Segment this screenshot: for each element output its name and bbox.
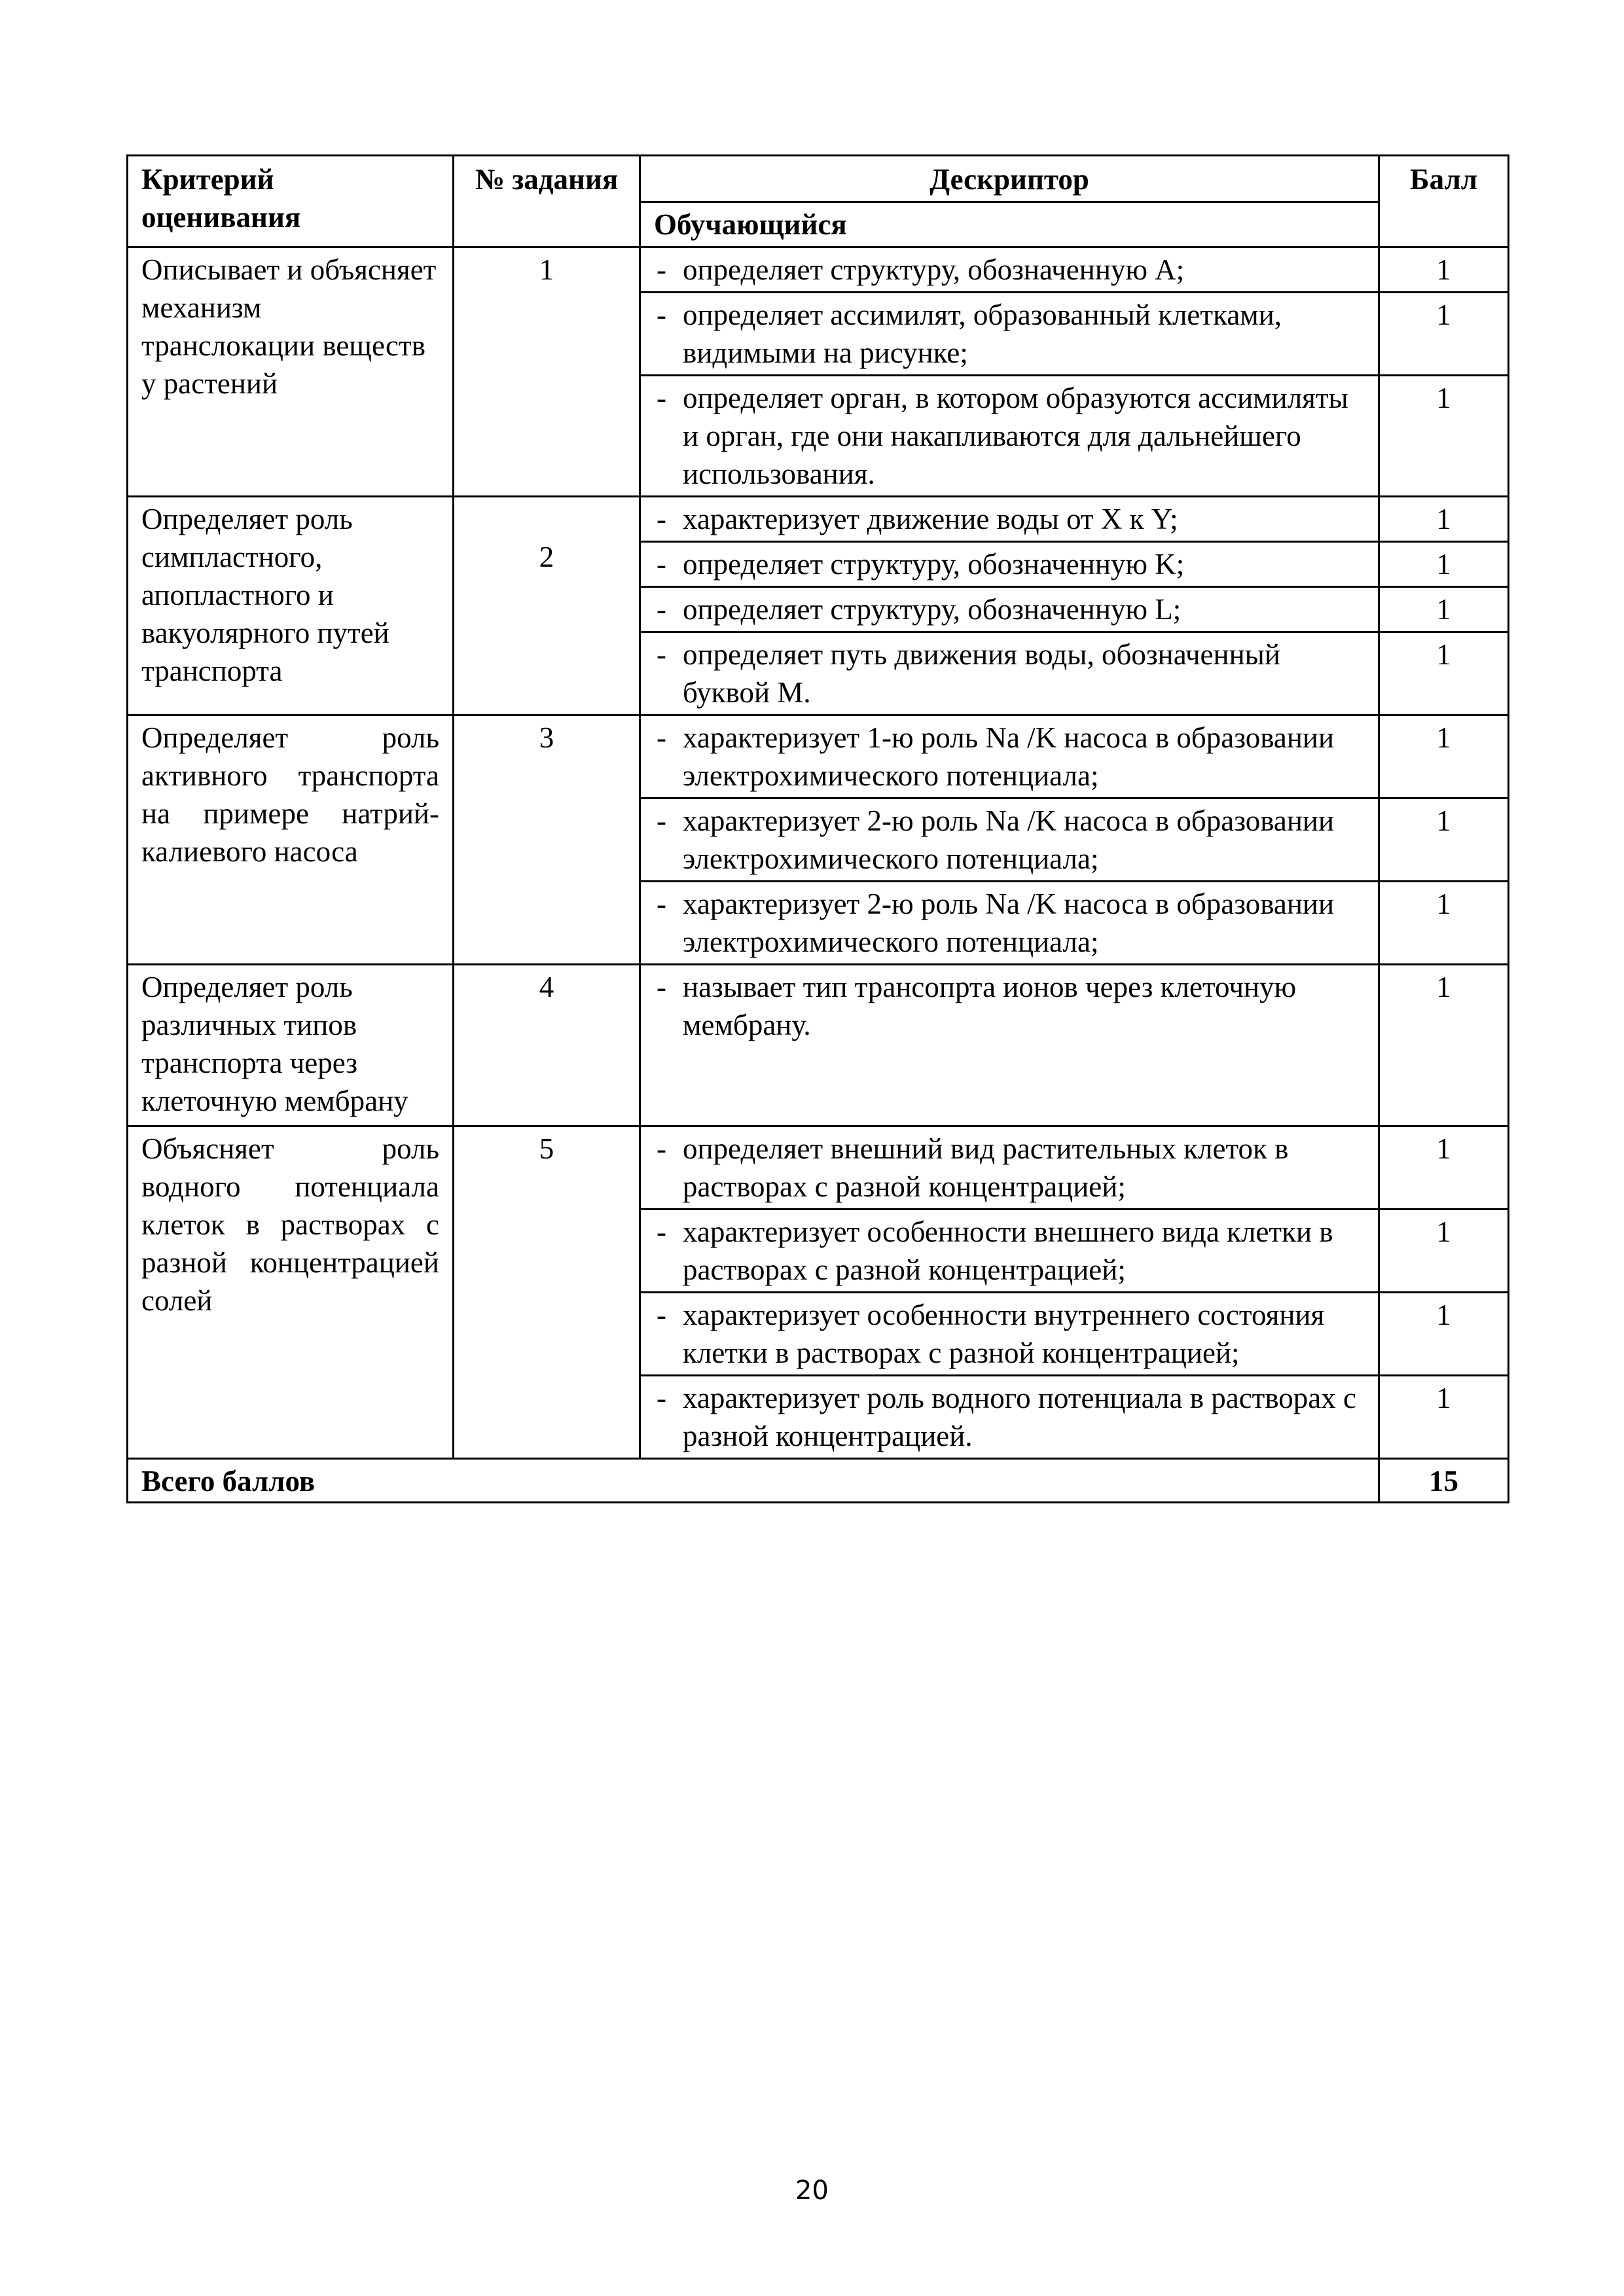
score-cell: 1 xyxy=(1379,247,1509,293)
header-criterion: Критерий оценивания xyxy=(128,156,454,247)
score-cell: 1 xyxy=(1379,293,1509,376)
table-row xyxy=(128,497,1509,542)
descriptor-cell xyxy=(640,632,1379,715)
table-header-row xyxy=(128,156,1509,202)
score-cell: 1 xyxy=(1379,1376,1509,1459)
bullet-dash: - xyxy=(657,721,666,754)
descriptor-item xyxy=(654,1379,1365,1455)
descriptor-cell xyxy=(640,542,1379,587)
bullet-dash: - xyxy=(657,503,666,535)
score-cell: 1 xyxy=(1379,882,1509,965)
criterion-cell: Определяет роль активного транспорта на примере натрий-калиевого насоса xyxy=(128,715,454,965)
assessment-table-container xyxy=(126,154,1507,1503)
descriptor-cell xyxy=(640,882,1379,965)
descriptor-cell xyxy=(640,587,1379,632)
bullet-dash: - xyxy=(657,1132,666,1165)
criterion-cell: Объясняет роль водного потенциала клеток в растворах с разной концентрацией солей xyxy=(128,1126,454,1459)
descriptor-cell xyxy=(640,965,1379,1126)
descriptor-text: определяет ассимилят, образованный клетками, видимыми на рисунке; xyxy=(683,298,1282,369)
descriptor-text: определяет орган, в котором образуются ассимиляты и орган, где они накапливаются для дальнейшего использования. xyxy=(683,382,1348,490)
descriptor-cell xyxy=(640,1376,1379,1459)
descriptor-item xyxy=(654,500,1365,538)
descriptor-text: характеризует особенности внутреннего состояния клетки в растворах с разной концентрацией; xyxy=(683,1299,1325,1369)
descriptor-cell xyxy=(640,715,1379,798)
bullet-dash: - xyxy=(657,1382,666,1414)
descriptor-cell xyxy=(640,1126,1379,1210)
bullet-dash: - xyxy=(657,1215,666,1248)
descriptor-text: характеризует движение воды от X к Y; xyxy=(683,503,1178,535)
table-row xyxy=(128,247,1509,293)
score-cell: 1 xyxy=(1379,587,1509,632)
header-score: Балл xyxy=(1379,156,1509,247)
bullet-dash: - xyxy=(657,888,666,920)
descriptor-cell xyxy=(640,497,1379,542)
score-cell: 1 xyxy=(1379,497,1509,542)
descriptor-cell xyxy=(640,798,1379,882)
total-label: Всего баллов xyxy=(128,1459,1379,1503)
descriptor-item xyxy=(654,885,1365,961)
table-row xyxy=(128,1126,1509,1210)
bullet-dash: - xyxy=(657,298,666,331)
descriptor-text: определяет структуру, обозначенную А; xyxy=(683,253,1185,286)
bullet-dash: - xyxy=(657,382,666,414)
descriptor-cell xyxy=(640,376,1379,497)
header-task-number: № задания xyxy=(454,156,640,247)
descriptor-text: характеризует 1-ю роль Na /K насоса в образовании электрохимического потенциала; xyxy=(683,721,1335,792)
descriptor-text: характеризует 2-ю роль Na /K насоса в образовании электрохимического потенциала; xyxy=(683,888,1335,958)
descriptor-text: характеризует особенности внешнего вида клетки в растворах с разной концентрацией; xyxy=(683,1215,1333,1286)
score-cell: 1 xyxy=(1379,965,1509,1126)
descriptor-item xyxy=(654,590,1365,628)
bullet-dash: - xyxy=(657,638,666,671)
page-number: 20 xyxy=(795,2176,829,2206)
header-descriptor: Дескриптор xyxy=(640,156,1379,202)
descriptor-text: характеризует 2-ю роль Na /K насоса в образовании электрохимического потенциала; xyxy=(683,804,1335,875)
descriptor-item xyxy=(654,1213,1365,1289)
score-cell: 1 xyxy=(1379,632,1509,715)
score-cell: 1 xyxy=(1379,1210,1509,1293)
descriptor-text: характеризует роль водного потенциала в растворах с разной концентрацией. xyxy=(683,1382,1356,1452)
score-cell: 1 xyxy=(1379,1293,1509,1376)
bullet-dash: - xyxy=(657,548,666,581)
task-number-cell: 3 xyxy=(454,715,640,965)
descriptor-item xyxy=(654,802,1365,878)
criterion-cell: Определяет роль симпластного, апопластного и вакуолярного путей транспорта xyxy=(128,497,454,715)
bullet-dash: - xyxy=(657,804,666,837)
descriptor-text: определяет путь движения воды, обозначенный буквой M. xyxy=(683,638,1280,709)
descriptor-cell xyxy=(640,1210,1379,1293)
table-row xyxy=(128,965,1509,1126)
descriptor-item xyxy=(654,296,1365,372)
descriptor-text: называет тип трансопрта ионов через клеточную мембрану. xyxy=(683,971,1297,1041)
descriptor-item xyxy=(654,1130,1365,1206)
header-descriptor-sub: Обучающийся xyxy=(640,202,1379,247)
descriptor-cell xyxy=(640,247,1379,293)
score-cell: 1 xyxy=(1379,376,1509,497)
descriptor-cell xyxy=(640,1293,1379,1376)
descriptor-item xyxy=(654,545,1365,583)
descriptor-item xyxy=(654,379,1365,493)
descriptor-cell xyxy=(640,293,1379,376)
criterion-cell: Определяет роль различных типов транспорта через клеточную мембрану xyxy=(128,965,454,1126)
assessment-criteria-table xyxy=(126,154,1509,1503)
score-cell: 1 xyxy=(1379,798,1509,882)
descriptor-item xyxy=(654,636,1365,711)
bullet-dash: - xyxy=(657,253,666,286)
score-cell: 1 xyxy=(1379,542,1509,587)
descriptor-text: определяет внешний вид растительных клеток в растворах с разной концентрацией; xyxy=(683,1132,1289,1203)
descriptor-item xyxy=(654,719,1365,795)
task-number-cell: 1 xyxy=(454,247,640,497)
descriptor-text: определяет структуру, обозначенную K; xyxy=(683,548,1185,581)
score-cell: 1 xyxy=(1379,715,1509,798)
table-row xyxy=(128,715,1509,798)
task-number-cell: 2 xyxy=(454,497,640,715)
descriptor-item xyxy=(654,1296,1365,1372)
descriptor-text: определяет структуру, обозначенную L; xyxy=(683,593,1182,626)
descriptor-item xyxy=(654,251,1365,289)
bullet-dash: - xyxy=(657,593,666,626)
task-number-cell: 4 xyxy=(454,965,640,1126)
score-cell: 1 xyxy=(1379,1126,1509,1210)
total-row xyxy=(128,1459,1509,1503)
total-score: 15 xyxy=(1379,1459,1509,1503)
criterion-cell: Описывает и объясняет механизм транслокации веществ у растений xyxy=(128,247,454,497)
descriptor-item xyxy=(654,968,1365,1044)
task-number-cell: 5 xyxy=(454,1126,640,1459)
bullet-dash: - xyxy=(657,1299,666,1331)
bullet-dash: - xyxy=(657,971,666,1003)
